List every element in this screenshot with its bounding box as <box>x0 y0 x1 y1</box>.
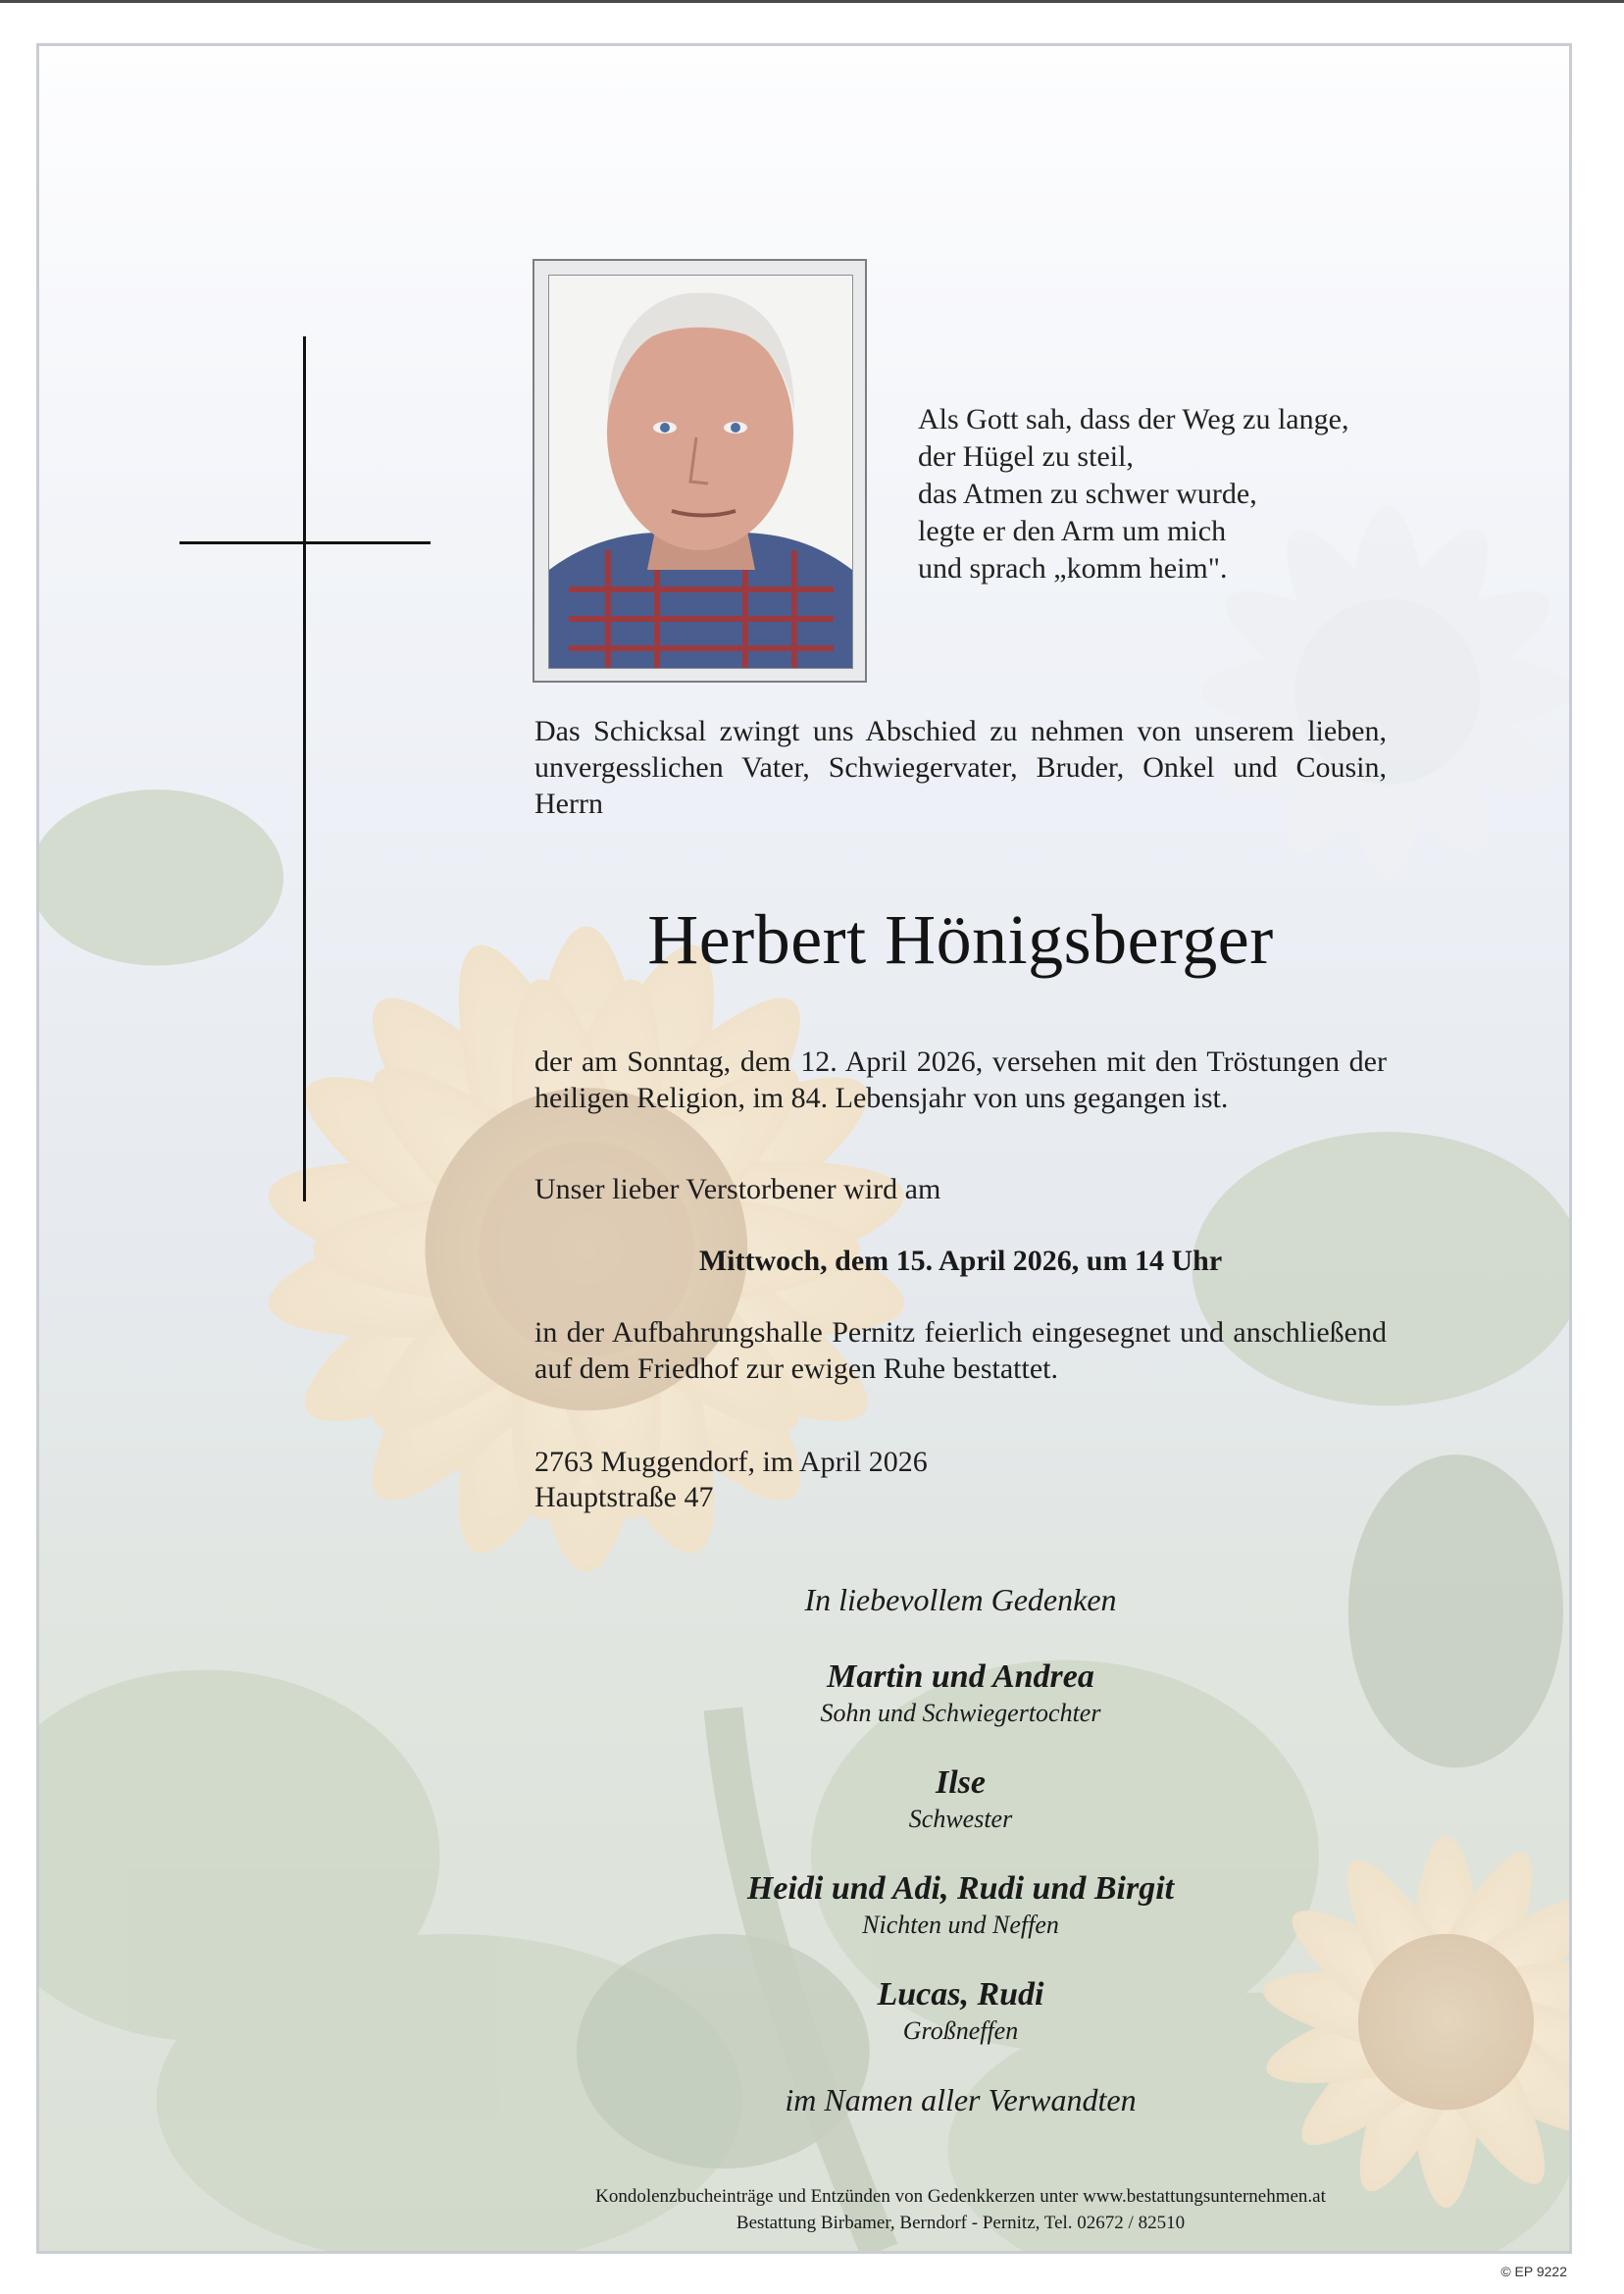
address-place-date: 2763 Muggendorf, im April 2026 <box>534 1446 928 1478</box>
obituary-card <box>36 43 1572 2254</box>
poem <box>918 401 1348 587</box>
poem-line: der Hügel zu steil, <box>918 440 1134 473</box>
mourner-relation: Nichten und Neffen <box>862 1911 1059 1939</box>
intro-text: Das Schicksal zwingt uns Abschied zu nehmen von unserem lieben, unvergesslichen Vater, Schwiegervater, Bruder, Onkel und Cousin, Herrn <box>534 715 1387 820</box>
cross-horizontal-bar <box>179 541 431 544</box>
poem-line: Als Gott sah, dass der Weg zu lange, <box>918 403 1349 435</box>
mourner-relation: Sohn und Schwiegertochter <box>820 1699 1101 1727</box>
mourner-names: Martin und Andrea <box>827 1658 1094 1695</box>
mourner-relation: Großneffen <box>902 2016 1019 2045</box>
portrait-image <box>549 276 852 668</box>
cross-vertical-bar <box>303 336 306 1201</box>
portrait-photo <box>548 275 853 669</box>
mourner-names: Heidi und Adi, Rudi und Birgit <box>746 1870 1175 1907</box>
funeral-date: Mittwoch, dem 15. April 2026, um 14 Uhr <box>698 1245 1223 1277</box>
death-notice-text: der am Sonntag, dem 12. April 2026, versehen mit den Tröstungen der heiligen Religion, im 84. Lebensjahr von uns gegangen ist. <box>534 1045 1387 1114</box>
portrait-photo-frame <box>533 259 867 683</box>
footer-undertaker-line: Bestattung Birbamer, Berndorf - Pernitz, Tel. 02672 / 82510 <box>736 2213 1186 2233</box>
funeral-intro-text: Unser lieber Verstorbener wird am <box>534 1173 941 1205</box>
footer-condolence-line: Kondolenzbucheinträge und Entzünden von Gedenkkerzen unter www.bestattungsunternehmen.at <box>595 2186 1326 2207</box>
form-code: © EP 9222 <box>1500 2264 1567 2279</box>
poem-line: legte er den Arm um mich <box>918 515 1227 547</box>
deceased-name: Herbert Hönigsberger <box>647 900 1274 979</box>
mourner-names: Ilse <box>936 1764 986 1801</box>
mourners-heading: In liebevollem Gedenken <box>804 1582 1117 1617</box>
address-street: Hauptstraße 47 <box>534 1481 714 1513</box>
funeral-details-text: in der Aufbahrungshalle Pernitz feierlich eingesegnet und anschließend auf dem Friedhof zur ewigen Ruhe bestattet. <box>534 1316 1387 1385</box>
scan-edge <box>0 0 1624 3</box>
poem-line: und sprach „komm heim". <box>918 552 1228 585</box>
mourner-names: Lucas, Rudi <box>877 1976 1044 2013</box>
closing-text: im Namen aller Verwandten <box>785 2082 1137 2117</box>
mourner-relation: Schwester <box>908 1805 1013 1833</box>
poem-line: das Atmen zu schwer wurde, <box>918 478 1257 510</box>
